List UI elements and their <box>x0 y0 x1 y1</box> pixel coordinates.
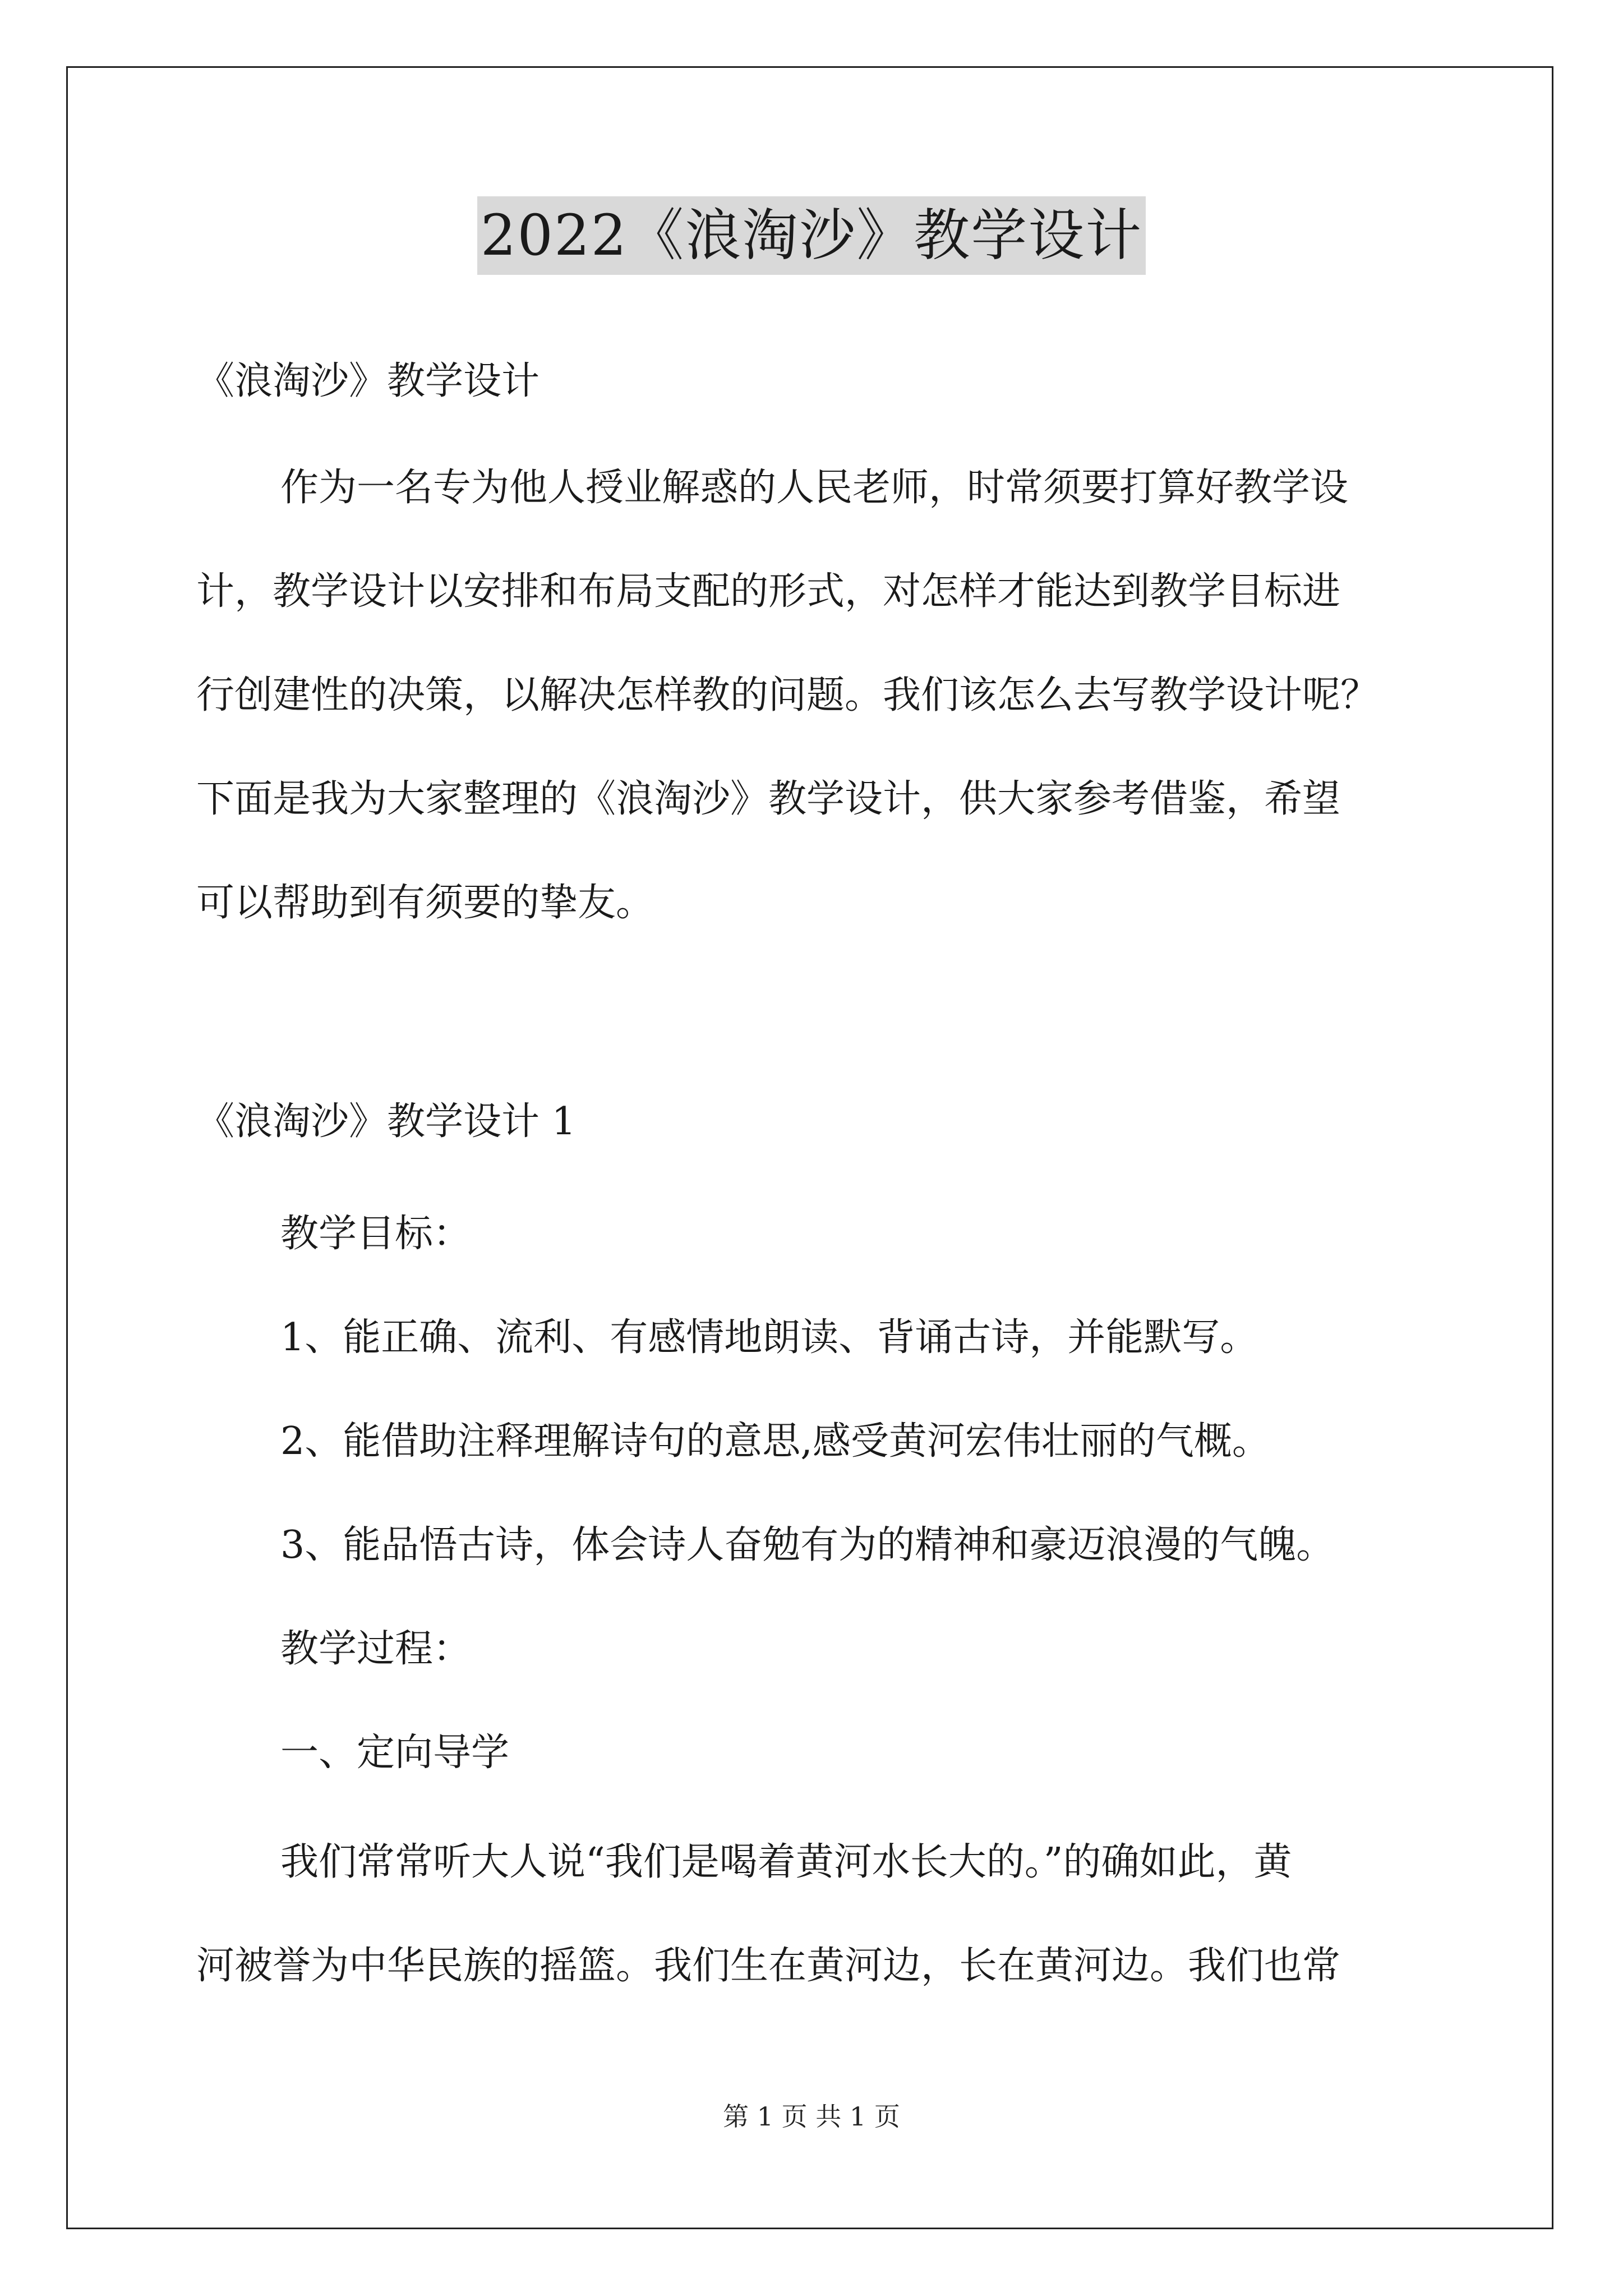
body-paragraph-line: 河被誉为中华民族的摇篮。我们生在黄河边，长在黄河边。我们也常 <box>196 1944 1341 1988</box>
section-heading: 《浪淘沙》教学设计 <box>196 359 540 403</box>
step-heading: 一、定向导学 <box>280 1731 510 1775</box>
intro-paragraph-line: 作为一名专为他人授业解惑的人民老师，时常须要打算好教学设 <box>280 466 1349 510</box>
subheading-teaching-goals: 教学目标： <box>280 1212 472 1256</box>
intro-paragraph-line: 计，教学设计以安排和布局支配的形式，对怎样才能达到教学目标进 <box>196 569 1341 614</box>
intro-paragraph-line: 行创建性的决策，以解决怎样教的问题。我们该怎么去写教学设计呢？ <box>196 673 1379 717</box>
document-title: 2022《浪淘沙》教学设计 <box>477 196 1146 275</box>
subheading-teaching-process: 教学过程： <box>280 1627 472 1671</box>
intro-paragraph-line: 下面是我为大家整理的《浪淘沙》教学设计，供大家参考借鉴，希望 <box>196 777 1341 821</box>
goal-item: 1、能正确、流利、有感情地朗读、背诵古诗，并能默写。 <box>280 1315 1258 1360</box>
body-paragraph-line: 我们常常听大人说“我们是喝着黄河水长大的。”的确如此，黄 <box>280 1840 1292 1884</box>
page-footer: 第 1 页 共 1 页 <box>723 2101 900 2132</box>
intro-paragraph-line: 可以帮助到有须要的挚友。 <box>196 881 654 925</box>
goal-item: 3、能品悟古诗，体会诗人奋勉有为的精神和豪迈浪漫的气魄。 <box>280 1523 1335 1567</box>
goal-item: 2、能借助注释理解诗句的意思,感受黄河宏伟壮丽的气概。 <box>280 1419 1270 1464</box>
title-container <box>0 196 1623 275</box>
section-heading: 《浪淘沙》教学设计 1 <box>196 1099 576 1144</box>
